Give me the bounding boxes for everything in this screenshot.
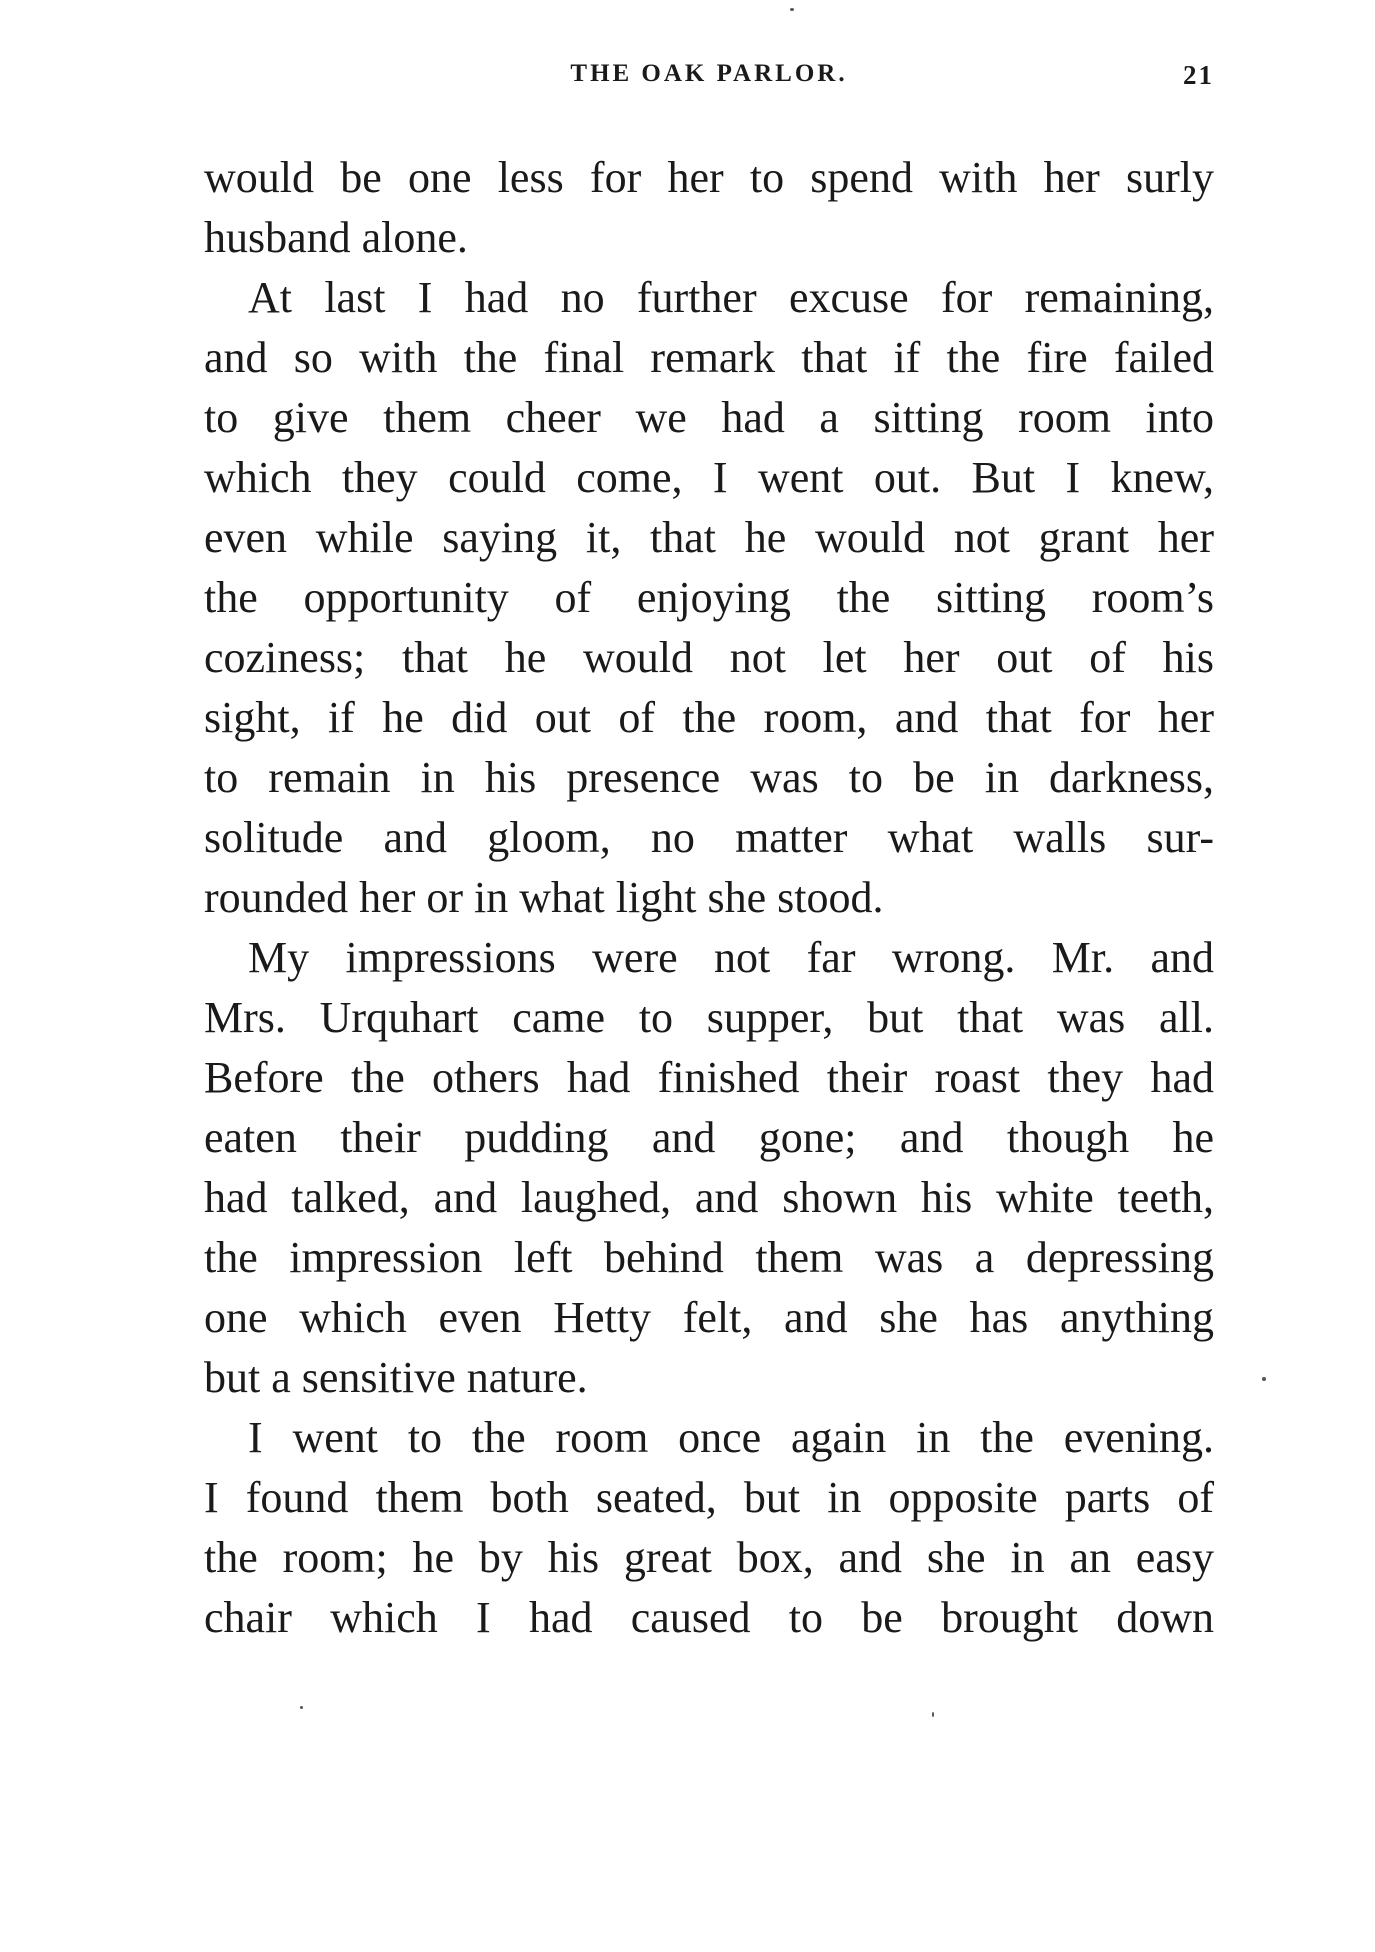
text-line: but a sensitive nature. bbox=[204, 1353, 588, 1402]
text-line: to remain in his presence was to be in darkness, bbox=[204, 753, 1214, 802]
text-line: Before the others had finished their roast they had bbox=[204, 1053, 1214, 1102]
text-line: Mrs. Urquhart came to supper, but that was all. bbox=[204, 993, 1214, 1042]
text-line: rounded her or in what light she stood. bbox=[204, 873, 884, 922]
text-line: solitude and gloom, no matter what walls sur- bbox=[204, 813, 1214, 862]
text-line: At last I had no further excuse for remaining, bbox=[248, 273, 1214, 322]
scan-speck bbox=[790, 8, 794, 11]
page-number: 21 bbox=[1183, 60, 1214, 90]
text-line: had talked, and laughed, and shown his white teeth, bbox=[204, 1173, 1214, 1222]
body-text bbox=[204, 148, 1214, 1648]
text-line: to give them cheer we had a sitting room into bbox=[204, 393, 1214, 442]
scan-speck bbox=[932, 1712, 934, 1717]
text-line: My impressions were not far wrong. Mr. and bbox=[248, 933, 1214, 982]
text-line: I found them both seated, but in opposite parts of bbox=[204, 1473, 1214, 1522]
text-line: husband alone. bbox=[204, 213, 468, 262]
text-line: I went to the room once again in the evening. bbox=[248, 1413, 1214, 1462]
running-title: THE OAK PARLOR. bbox=[570, 60, 848, 87]
text-line: one which even Hetty felt, and she has anything bbox=[204, 1293, 1214, 1342]
running-head bbox=[204, 60, 1214, 100]
text-line: which they could come, I went out. But I knew, bbox=[204, 453, 1214, 502]
text-line: the opportunity of enjoying the sitting room’s bbox=[204, 573, 1214, 622]
text-line: chair which I had caused to be brought down bbox=[204, 1593, 1214, 1642]
text-line: sight, if he did out of the room, and that for her bbox=[204, 693, 1214, 742]
text-line: even while saying it, that he would not grant her bbox=[204, 513, 1214, 562]
text-line: coziness; that he would not let her out of his bbox=[204, 633, 1214, 682]
text-line: would be one less for her to spend with her surly bbox=[204, 153, 1214, 202]
text-line: and so with the final remark that if the fire failed bbox=[204, 333, 1214, 382]
scan-speck bbox=[300, 1706, 303, 1709]
text-line: eaten their pudding and gone; and though he bbox=[204, 1113, 1214, 1162]
scan-speck bbox=[1262, 1377, 1266, 1381]
text-line: the impression left behind them was a depressing bbox=[204, 1233, 1214, 1282]
text-line: the room; he by his great box, and she in an easy bbox=[204, 1533, 1214, 1582]
